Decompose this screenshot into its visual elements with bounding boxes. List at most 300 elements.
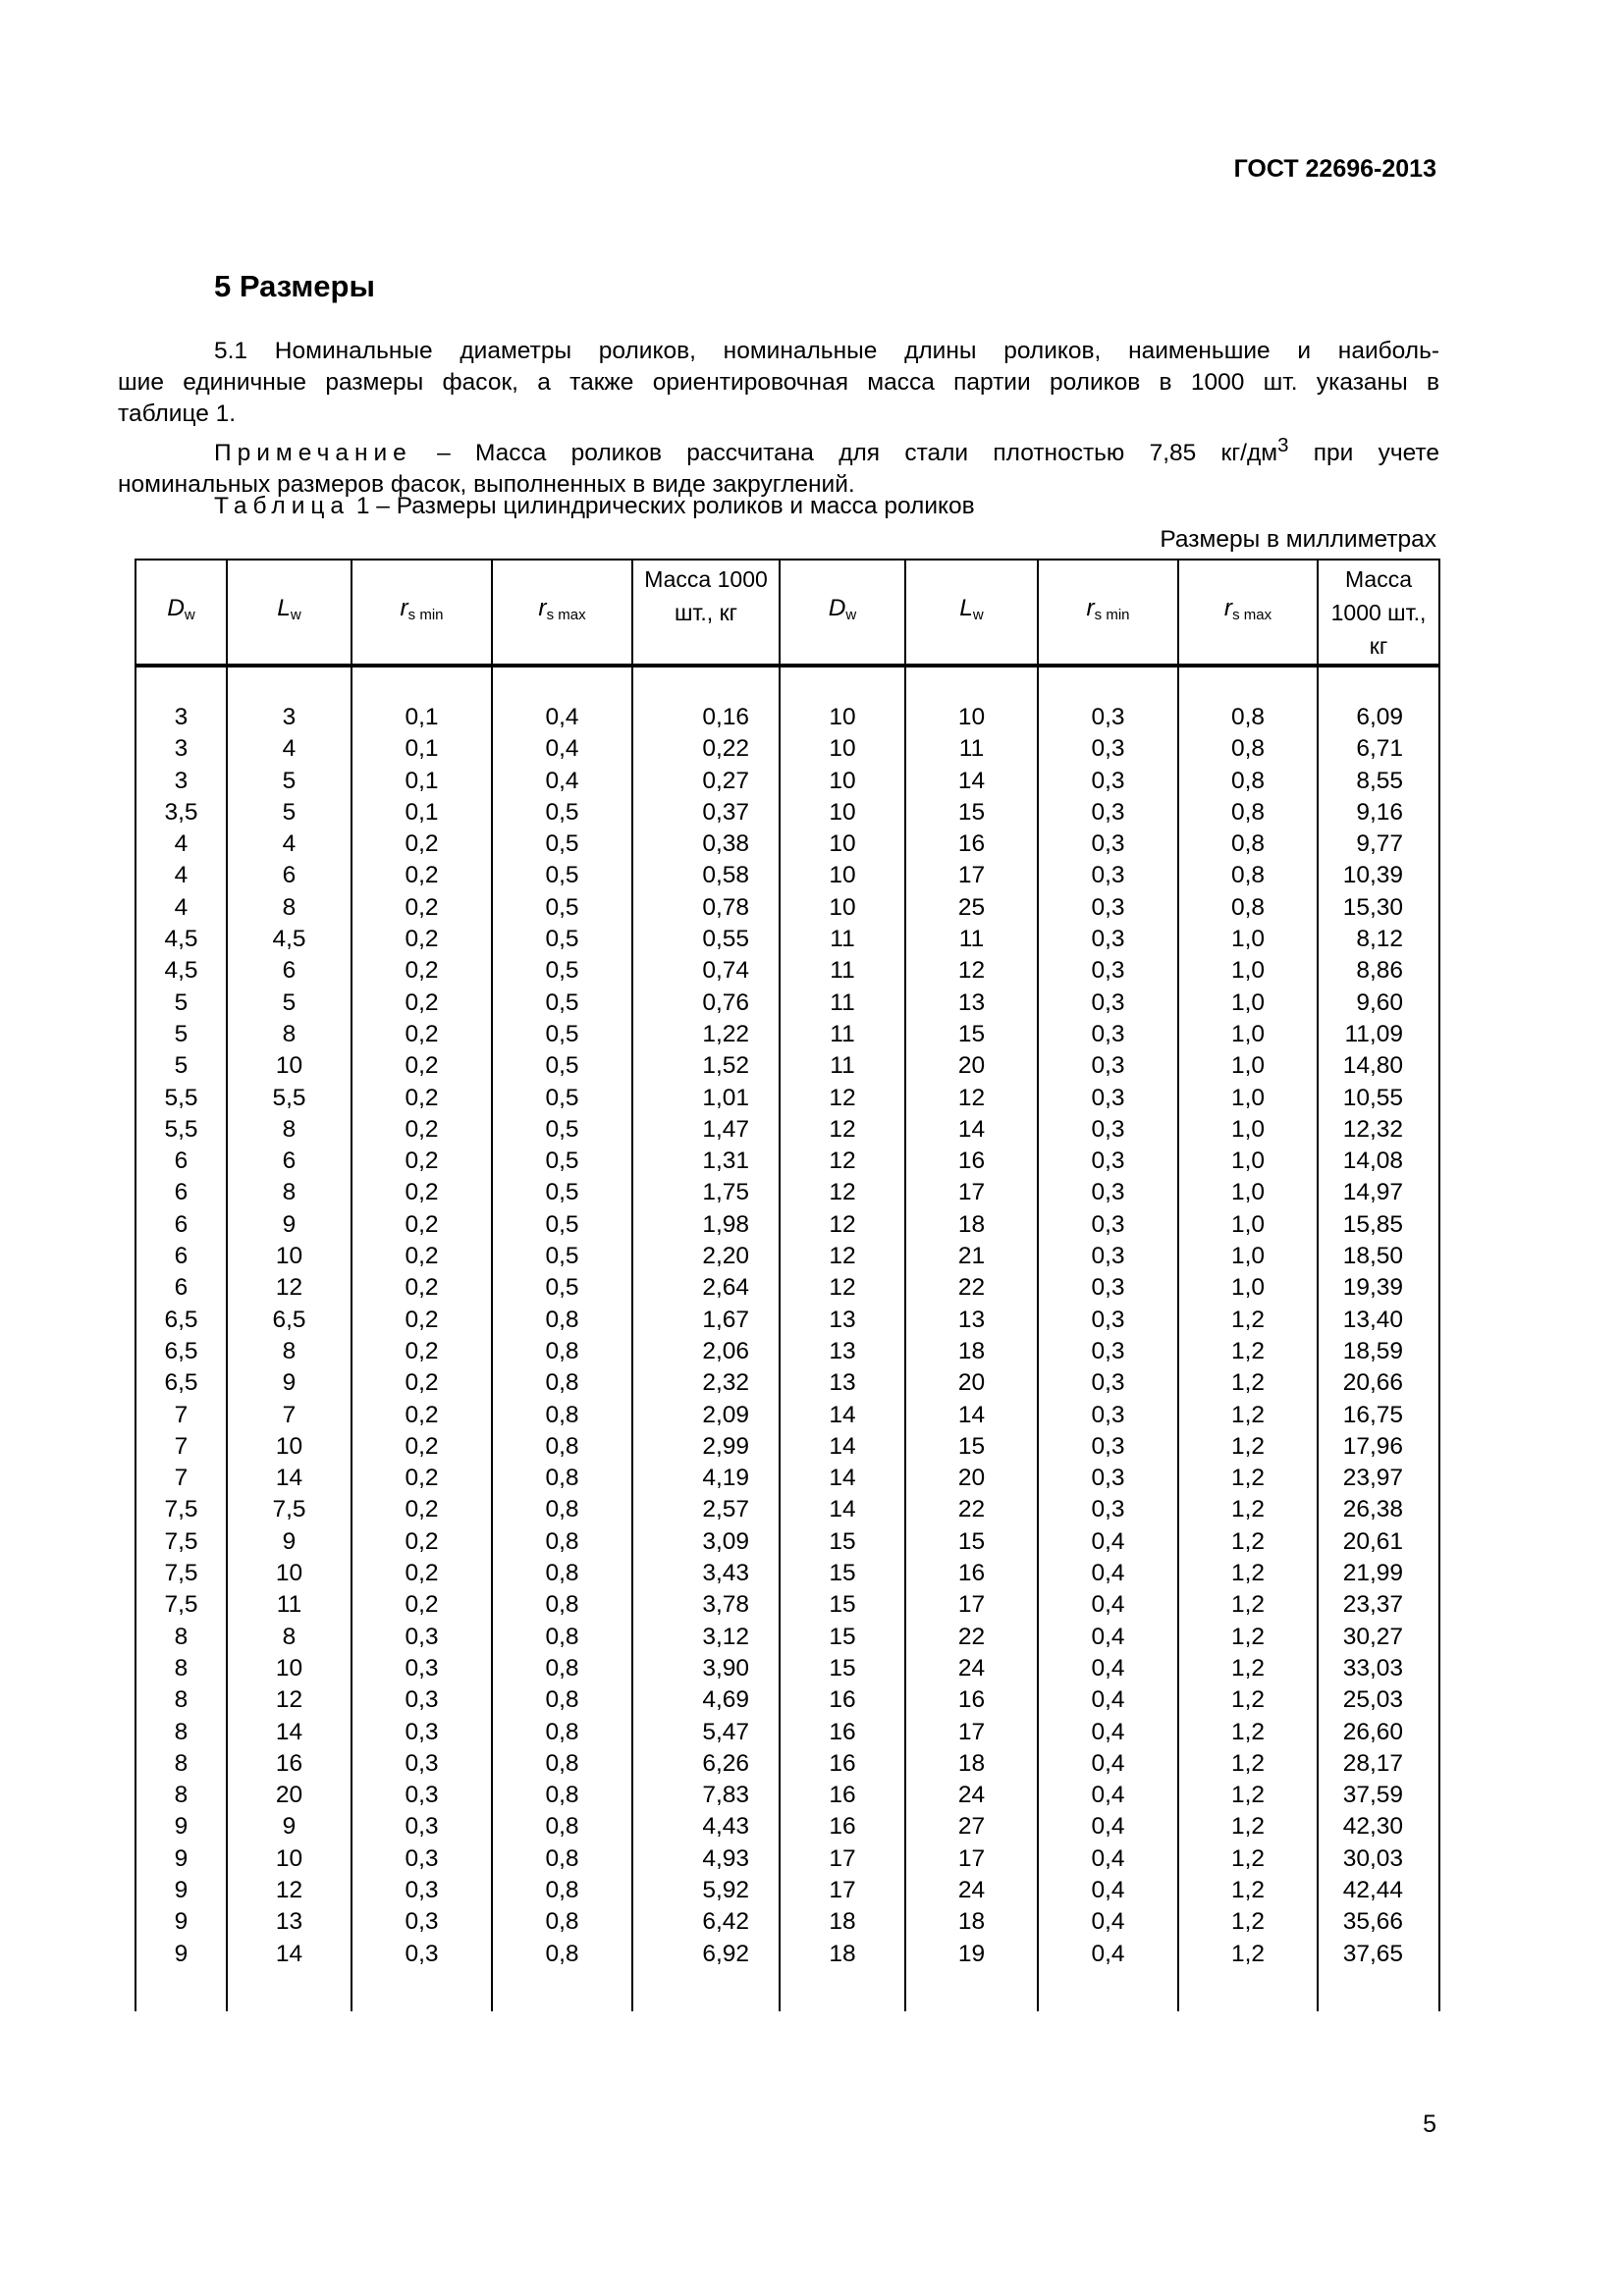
table-cell: 0,8 <box>492 1622 632 1653</box>
table-cell: 6 <box>227 1146 352 1177</box>
table-cell: 10 <box>780 797 905 828</box>
table-cell: 16 <box>780 1780 905 1811</box>
table-cell: 0,3 <box>1038 1146 1178 1177</box>
table-cell: 0,5 <box>492 1272 632 1304</box>
table-cell: 1,0 <box>1178 1272 1318 1304</box>
table-cell: 18,59 <box>1318 1336 1439 1367</box>
table-cell: 10 <box>780 828 905 860</box>
table-cell: 8 <box>135 1780 227 1811</box>
note-tail: при учете <box>1288 440 1439 467</box>
table-cell: 6 <box>227 860 352 891</box>
table-cell: 17 <box>905 1177 1038 1208</box>
table-cell: 1,22 <box>632 1019 780 1050</box>
table-cell: 0,5 <box>492 1019 632 1050</box>
table-cell: 1,0 <box>1178 1177 1318 1208</box>
table-row <box>135 733 1439 765</box>
table-row <box>135 1400 1439 1431</box>
table-cell: 1,0 <box>1178 1146 1318 1177</box>
table-cell: 15,85 <box>1318 1209 1439 1241</box>
table-cell: 6,42 <box>632 1906 780 1938</box>
table-cell: 12 <box>780 1209 905 1241</box>
table-row <box>135 892 1439 924</box>
table-cell: 12 <box>780 1177 905 1208</box>
table-cell: 19 <box>905 1939 1038 1970</box>
table-cell: 0,3 <box>1038 828 1178 860</box>
table-body <box>135 666 1439 2011</box>
table-cell: 9 <box>227 1811 352 1842</box>
table-cell: 0,8 <box>492 1780 632 1811</box>
table-cell: 1,2 <box>1178 1400 1318 1431</box>
table-cell: 20 <box>905 1367 1038 1399</box>
table-cell: 0,8 <box>492 1653 632 1684</box>
table-row <box>135 1209 1439 1241</box>
table-row <box>135 766 1439 797</box>
table-cell: 8 <box>227 1336 352 1367</box>
table-cell: 6 <box>135 1241 227 1272</box>
table-cell: 0,3 <box>352 1811 492 1842</box>
table-cell: 0,4 <box>1038 1717 1178 1748</box>
table-cell: 5,5 <box>227 1083 352 1114</box>
table-cell: 18 <box>905 1209 1038 1241</box>
table-cell: 1,0 <box>1178 1050 1318 1082</box>
table-cell: 5 <box>227 797 352 828</box>
note <box>118 430 1439 501</box>
table-cell: 14 <box>780 1431 905 1463</box>
table-cell: 0,5 <box>492 988 632 1019</box>
table-cell: 15 <box>780 1653 905 1684</box>
table-cell: 9 <box>135 1875 227 1906</box>
table-cell: 21 <box>905 1241 1038 1272</box>
table-cell: 6,92 <box>632 1939 780 1970</box>
table-cell: 7,5 <box>135 1589 227 1621</box>
table-spacer-row <box>135 666 1439 702</box>
table-cell: 5,47 <box>632 1717 780 1748</box>
table-cell: 5,5 <box>135 1114 227 1146</box>
table-cell: 1,0 <box>1178 988 1318 1019</box>
table-cell: 0,3 <box>1038 1114 1178 1146</box>
table-cell: 18 <box>905 1906 1038 1938</box>
table-cell: 10 <box>227 1653 352 1684</box>
table-cell: 0,3 <box>352 1875 492 1906</box>
table-row <box>135 1272 1439 1304</box>
table-cell: 9 <box>135 1906 227 1938</box>
table-cell: 18 <box>780 1939 905 1970</box>
table-cell: 3,5 <box>135 797 227 828</box>
table-cell: 0,3 <box>1038 797 1178 828</box>
table-cell: 0,3 <box>1038 860 1178 891</box>
table-cell: 0,2 <box>352 1146 492 1177</box>
table-cell: 16 <box>780 1748 905 1780</box>
table-cell: 37,65 <box>1318 1939 1439 1970</box>
table-cell: 17 <box>780 1875 905 1906</box>
table-cell: 0,8 <box>492 1305 632 1336</box>
table-cell: 1,2 <box>1178 1780 1318 1811</box>
table-cell: 1,98 <box>632 1209 780 1241</box>
table-cell: 1,2 <box>1178 1305 1318 1336</box>
table-cell: 1,2 <box>1178 1653 1318 1684</box>
table-cell: 17 <box>905 1589 1038 1621</box>
table-cell: 0,3 <box>1038 733 1178 765</box>
table-row <box>135 1019 1439 1050</box>
header-mass-right: Масса 1000 шт., кг <box>1318 560 1439 666</box>
table-cell: 5,92 <box>632 1875 780 1906</box>
table-cell: 0,1 <box>352 702 492 733</box>
table-cell: 25,03 <box>1318 1684 1439 1716</box>
table-cell: 13 <box>780 1305 905 1336</box>
table-cell: 1,31 <box>632 1146 780 1177</box>
table-cell: 1,2 <box>1178 1748 1318 1780</box>
table-cell: 20,66 <box>1318 1367 1439 1399</box>
table-row <box>135 924 1439 955</box>
table-cell: 0,3 <box>1038 988 1178 1019</box>
table-cell: 3 <box>135 766 227 797</box>
table-cell: 6 <box>135 1272 227 1304</box>
table-cell: 0,5 <box>492 892 632 924</box>
table-cell: 0,5 <box>492 1114 632 1146</box>
table-cell: 0,4 <box>1038 1811 1178 1842</box>
table-cell: 2,06 <box>632 1336 780 1367</box>
table-cell: 10 <box>227 1431 352 1463</box>
table-cell: 1,2 <box>1178 1717 1318 1748</box>
table-row <box>135 1684 1439 1716</box>
table-cell: 14 <box>780 1400 905 1431</box>
table-row <box>135 1177 1439 1208</box>
table-row <box>135 1748 1439 1780</box>
table-cell: 9 <box>227 1209 352 1241</box>
table-cell: 4 <box>135 892 227 924</box>
table-cell: 5 <box>135 1019 227 1050</box>
table-cell: 0,2 <box>352 1114 492 1146</box>
header-dw: $D_w$ <box>135 560 227 666</box>
header-rs-min-2: $r_{s min}$ <box>1038 560 1178 666</box>
table-cell: 8,12 <box>1318 924 1439 955</box>
table-cell: 35,66 <box>1318 1906 1439 1938</box>
table-cell: 15 <box>780 1526 905 1558</box>
table-cell: 5 <box>227 988 352 1019</box>
table-cell: 12 <box>905 955 1038 987</box>
table-cell: 20 <box>905 1463 1038 1494</box>
table-cell: 0,8 <box>492 1717 632 1748</box>
note-superscript: 3 <box>1277 435 1289 456</box>
table-cell: 18,50 <box>1318 1241 1439 1272</box>
table-cell: 0,3 <box>352 1780 492 1811</box>
table-cell: 7 <box>135 1463 227 1494</box>
table-cell: 13 <box>905 1305 1038 1336</box>
table-cell: 0,2 <box>352 1209 492 1241</box>
table-cell: 10 <box>780 702 905 733</box>
table-cell: 0,4 <box>1038 1875 1178 1906</box>
table-cell: 15,30 <box>1318 892 1439 924</box>
table-caption-label: Таблица <box>214 493 351 519</box>
table-row <box>135 1811 1439 1842</box>
table-cell: 21,99 <box>1318 1558 1439 1589</box>
table-cell: 15 <box>905 1431 1038 1463</box>
table-cell: 8,86 <box>1318 955 1439 987</box>
table-cell: 1,0 <box>1178 1019 1318 1050</box>
table-cell: 3,78 <box>632 1589 780 1621</box>
table-cell: 0,3 <box>1038 702 1178 733</box>
table-cell: 14 <box>227 1717 352 1748</box>
table-cell: 4,19 <box>632 1463 780 1494</box>
table-cell: 1,2 <box>1178 1558 1318 1589</box>
table-tail-row <box>135 1970 1439 2011</box>
table-cell: 11 <box>905 924 1038 955</box>
table-cell: 12 <box>780 1272 905 1304</box>
table-row <box>135 702 1439 733</box>
table-cell: 6 <box>135 1146 227 1177</box>
table-cell: 13 <box>780 1336 905 1367</box>
table-cell: 7 <box>227 1400 352 1431</box>
table-cell: 1,2 <box>1178 1684 1318 1716</box>
table-cell: 0,8 <box>492 1811 632 1842</box>
table-cell: 0,4 <box>492 733 632 765</box>
table-cell: 6 <box>227 955 352 987</box>
table-cell: 18 <box>905 1748 1038 1780</box>
table-cell: 14,97 <box>1318 1177 1439 1208</box>
table-cell: 4 <box>135 860 227 891</box>
table-cell: 6,09 <box>1318 702 1439 733</box>
table-cell: 0,4 <box>1038 1906 1178 1938</box>
table-cell: 20 <box>905 1050 1038 1082</box>
table-cell: 0,5 <box>492 955 632 987</box>
table-row <box>135 1589 1439 1621</box>
table-cell: 0,8 <box>1178 733 1318 765</box>
table-cell: 5,5 <box>135 1083 227 1114</box>
table-cell: 0,74 <box>632 955 780 987</box>
table-row <box>135 1875 1439 1906</box>
table-cell: 0,4 <box>1038 1780 1178 1811</box>
table-cell: 11 <box>227 1589 352 1621</box>
table-row <box>135 1653 1439 1684</box>
table-cell: 1,0 <box>1178 1209 1318 1241</box>
table-cell: 0,4 <box>492 766 632 797</box>
table-cell: 9 <box>135 1843 227 1875</box>
table-cell: 1,2 <box>1178 1367 1318 1399</box>
table-cell: 6,5 <box>135 1367 227 1399</box>
table-row <box>135 1939 1439 1970</box>
table-cell: 0,3 <box>352 1653 492 1684</box>
table-cell: 10 <box>905 702 1038 733</box>
table-cell: 0,2 <box>352 860 492 891</box>
table-cell: 7,5 <box>135 1558 227 1589</box>
table-cell: 1,2 <box>1178 1336 1318 1367</box>
table-cell: 0,3 <box>352 1939 492 1970</box>
table-cell: 22 <box>905 1622 1038 1653</box>
table-cell: 42,30 <box>1318 1811 1439 1842</box>
table-cell: 3 <box>135 702 227 733</box>
table-cell: 10 <box>780 766 905 797</box>
table-cell: 0,8 <box>492 1336 632 1367</box>
table-cell: 0,3 <box>1038 1463 1178 1494</box>
table-cell: 1,2 <box>1178 1906 1318 1938</box>
table-cell: 1,67 <box>632 1305 780 1336</box>
paragraph-line: таблице 1. <box>118 400 237 427</box>
table-cell: 11 <box>780 1019 905 1050</box>
table-cell: 12,32 <box>1318 1114 1439 1146</box>
table-cell: 10 <box>227 1241 352 1272</box>
table-cell: 13 <box>780 1367 905 1399</box>
table-cell: 9,16 <box>1318 797 1439 828</box>
table-cell: 0,5 <box>492 860 632 891</box>
table-cell: 0,58 <box>632 860 780 891</box>
table-cell: 0,2 <box>352 1558 492 1589</box>
table-cell: 14 <box>227 1939 352 1970</box>
table-cell: 5 <box>135 1050 227 1082</box>
table-cell: 0,3 <box>1038 924 1178 955</box>
table-cell: 7,5 <box>135 1526 227 1558</box>
table-cell: 0,1 <box>352 766 492 797</box>
table-cell: 4 <box>135 828 227 860</box>
table-cell: 4,43 <box>632 1811 780 1842</box>
table-cell: 26,38 <box>1318 1494 1439 1525</box>
table-row <box>135 1463 1439 1494</box>
table-header-row <box>135 560 1439 666</box>
table-cell: 16 <box>905 1684 1038 1716</box>
table-cell: 9,60 <box>1318 988 1439 1019</box>
table-cell: 3,09 <box>632 1526 780 1558</box>
table-cell: 1,75 <box>632 1177 780 1208</box>
table-cell: 8 <box>227 892 352 924</box>
note-line <box>118 430 1439 469</box>
table-cell: 0,3 <box>1038 1305 1178 1336</box>
table-cell: 7,5 <box>227 1494 352 1525</box>
table-cell: 0,1 <box>352 797 492 828</box>
header-mass-left: Масса 1000 шт., кг <box>632 560 780 666</box>
table-cell: 0,2 <box>352 1336 492 1367</box>
table-cell: 42,44 <box>1318 1875 1439 1906</box>
table-cell: 10 <box>780 860 905 891</box>
table-cell: 3,43 <box>632 1558 780 1589</box>
table-cell: 0,3 <box>352 1717 492 1748</box>
table-cell: 10 <box>780 733 905 765</box>
table-cell: 17,96 <box>1318 1431 1439 1463</box>
table-cell: 1,2 <box>1178 1939 1318 1970</box>
table-cell: 16 <box>780 1684 905 1716</box>
table-cell: 19,39 <box>1318 1272 1439 1304</box>
table-cell: 0,8 <box>492 1526 632 1558</box>
table-cell: 0,78 <box>632 892 780 924</box>
table-cell: 15 <box>780 1622 905 1653</box>
table-cell: 33,03 <box>1318 1653 1439 1684</box>
table-cell: 0,3 <box>352 1748 492 1780</box>
table-cell: 8 <box>227 1114 352 1146</box>
table-row <box>135 988 1439 1019</box>
table-cell: 16,75 <box>1318 1400 1439 1431</box>
table-cell: 13,40 <box>1318 1305 1439 1336</box>
table-cell: 8,55 <box>1318 766 1439 797</box>
table-row <box>135 1050 1439 1082</box>
table-cell: 12 <box>227 1684 352 1716</box>
table-cell: 37,59 <box>1318 1780 1439 1811</box>
table-cell: 0,5 <box>492 1050 632 1082</box>
table-cell: 4,93 <box>632 1843 780 1875</box>
table-cell: 0,8 <box>492 1367 632 1399</box>
header-rs-min: $r_{s min}$ <box>352 560 492 666</box>
table-cell: 0,4 <box>1038 1843 1178 1875</box>
table-cell: 0,4 <box>1038 1939 1178 1970</box>
page-number: 5 <box>1423 2110 1436 2138</box>
table-row <box>135 1241 1439 1272</box>
table-cell: 9,77 <box>1318 828 1439 860</box>
table-cell: 4 <box>227 828 352 860</box>
table-cell: 17 <box>905 1843 1038 1875</box>
table-cell: 1,2 <box>1178 1526 1318 1558</box>
table-cell: 0,2 <box>352 892 492 924</box>
table-cell: 0,3 <box>1038 1083 1178 1114</box>
table-cell: 14 <box>780 1463 905 1494</box>
table-cell: 1,0 <box>1178 1083 1318 1114</box>
table-cell: 23,97 <box>1318 1463 1439 1494</box>
table-row <box>135 1146 1439 1177</box>
table-cell: 23,37 <box>1318 1589 1439 1621</box>
table-cell: 0,76 <box>632 988 780 1019</box>
table-cell: 4,5 <box>227 924 352 955</box>
table-cell: 8 <box>135 1748 227 1780</box>
table-cell: 0,3 <box>1038 1400 1178 1431</box>
table-cell: 9 <box>227 1526 352 1558</box>
table-cell: 7 <box>135 1400 227 1431</box>
table-cell: 16 <box>780 1717 905 1748</box>
table-cell: 1,2 <box>1178 1811 1318 1842</box>
table-cell: 0,2 <box>352 1050 492 1082</box>
table-cell: 0,5 <box>492 1083 632 1114</box>
table-cell: 2,32 <box>632 1367 780 1399</box>
table-cell: 2,57 <box>632 1494 780 1525</box>
table-cell: 0,4 <box>1038 1622 1178 1653</box>
table-cell: 13 <box>227 1906 352 1938</box>
table-cell: 1,2 <box>1178 1463 1318 1494</box>
table-cell: 1,2 <box>1178 1875 1318 1906</box>
table-cell: 0,8 <box>1178 828 1318 860</box>
table-cell: 0,8 <box>492 1589 632 1621</box>
table-cell: 6 <box>135 1177 227 1208</box>
table-cell: 15 <box>780 1589 905 1621</box>
table-cell: 0,1 <box>352 733 492 765</box>
table-cell: 28,17 <box>1318 1748 1439 1780</box>
table-cell: 0,8 <box>492 1431 632 1463</box>
table-cell: 0,5 <box>492 1177 632 1208</box>
table-cell: 0,2 <box>352 1400 492 1431</box>
table-cell: 12 <box>780 1114 905 1146</box>
table-cell: 6,26 <box>632 1748 780 1780</box>
table-cell: 0,8 <box>1178 797 1318 828</box>
table-cell: 2,20 <box>632 1241 780 1272</box>
table-cell: 1,2 <box>1178 1431 1318 1463</box>
table-cell: 0,3 <box>352 1684 492 1716</box>
table-cell: 11,09 <box>1318 1019 1439 1050</box>
table-cell: 0,5 <box>492 1209 632 1241</box>
table-cell: 0,3 <box>1038 892 1178 924</box>
table-cell: 14 <box>227 1463 352 1494</box>
table-cell: 30,27 <box>1318 1622 1439 1653</box>
table-cell: 0,2 <box>352 955 492 987</box>
table-cell: 11 <box>780 988 905 1019</box>
table-cell: 18 <box>780 1906 905 1938</box>
table-cell: 25 <box>905 892 1038 924</box>
table-caption <box>214 493 975 520</box>
table-cell: 16 <box>227 1748 352 1780</box>
table-cell: 8 <box>227 1177 352 1208</box>
table-cell: 0,8 <box>492 1875 632 1906</box>
section-title: 5 Размеры <box>214 269 375 303</box>
header-rs-max-2: $r_{s max}$ <box>1178 560 1318 666</box>
table-cell: 0,8 <box>492 1684 632 1716</box>
table-cell: 3 <box>227 702 352 733</box>
table-caption-text: 1 – Размеры цилиндрических роликов и масса роликов <box>350 493 975 519</box>
table-cell: 0,2 <box>352 1177 492 1208</box>
table-cell: 0,3 <box>1038 766 1178 797</box>
table-cell: 10,39 <box>1318 860 1439 891</box>
